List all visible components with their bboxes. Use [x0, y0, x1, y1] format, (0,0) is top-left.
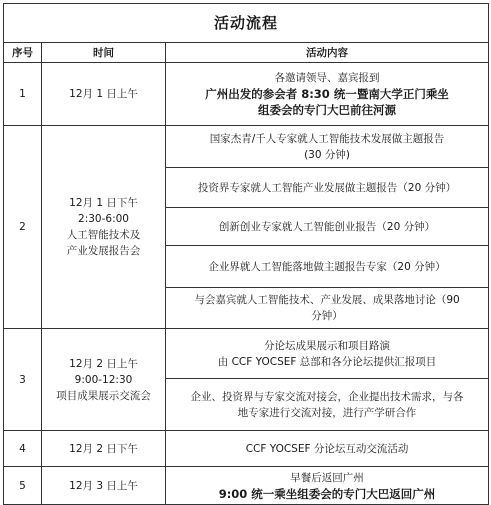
activity-line: 与会嘉宾就人工智能技术、产业发展、成果落地讨论（90	[194, 294, 460, 306]
table-title: 活动流程	[4, 4, 489, 43]
activity-cell	[166, 63, 489, 126]
header-content: 活动内容	[166, 43, 489, 63]
activity-line: 早餐后返回广州	[290, 471, 364, 484]
activity-cell	[166, 467, 489, 505]
activity-cell	[166, 379, 489, 431]
table-row	[4, 63, 489, 126]
activity-cell: 创新创业专家就人工智能创业报告（20 分钟）	[166, 208, 489, 246]
row-number: 2	[4, 126, 42, 329]
row-number: 5	[4, 467, 42, 505]
activity-cell	[166, 329, 489, 379]
activity-line-bold: 广州出发的参会者 8:30 统一暨南大学正门乘坐	[205, 87, 449, 101]
activity-line-bold: 组委会的专门大巴前往河源	[258, 103, 397, 117]
time-line: 产业发展报告会	[66, 245, 141, 257]
table-row	[4, 431, 489, 467]
activity-line: 分钟）	[311, 310, 343, 322]
activity-line: 由 CCF YOCSEF 总部和各分论坛提供汇报项目	[217, 355, 437, 368]
activity-cell: CCF YOCSEF 分论坛互动交流活动	[166, 431, 489, 467]
header-time: 时间	[42, 43, 166, 63]
activity-line: 分论坛成果展示和项目路演	[264, 339, 391, 352]
activity-line-bold: 9:00 统一乘坐组委会的专门大巴返回广州	[218, 486, 436, 501]
time-line: 项目成果展示交流会	[56, 389, 151, 402]
activity-line: (30 分钟)	[304, 148, 350, 161]
activity-line: 地专家进行交流对接，进行产学研合作	[237, 406, 417, 419]
time-line: 12月 1 日下午	[69, 197, 138, 209]
time-line: 9:00-12:30	[74, 373, 133, 386]
schedule-table	[3, 3, 489, 505]
row-time	[42, 329, 166, 431]
row-number: 3	[4, 329, 42, 431]
table-row	[4, 329, 489, 379]
time-line: 人工智能技术及	[66, 229, 141, 241]
row-time	[42, 126, 166, 329]
row-time: 12月 2 日下午	[42, 431, 166, 467]
activity-cell: 投资界专家就人工智能产业发展做主题报告（20 分钟）	[166, 168, 489, 208]
activity-line: 各邀请领导、嘉宾报到	[274, 72, 380, 84]
row-number: 1	[4, 63, 42, 126]
table-row	[4, 126, 489, 168]
row-time: 12月 1 日上午	[42, 63, 166, 126]
activity-cell	[166, 126, 489, 168]
table-row	[4, 467, 489, 505]
activity-cell: 企业界就人工智能落地做主题报告专家（20 分钟）	[166, 246, 489, 288]
header-no: 序号	[4, 43, 42, 63]
activity-line: 国家杰青/千人专家就人工智能技术发展做主题报告	[209, 132, 445, 145]
activity-cell	[166, 288, 489, 329]
row-time: 12月 3 日上午	[42, 467, 166, 505]
activity-line: 企业、投资界与专家交流对接会，企业提出技术需求，与各	[190, 390, 464, 403]
row-number: 4	[4, 431, 42, 467]
time-line: 2:30-6:00	[78, 213, 129, 225]
time-line: 12月 2 日上午	[69, 357, 138, 370]
